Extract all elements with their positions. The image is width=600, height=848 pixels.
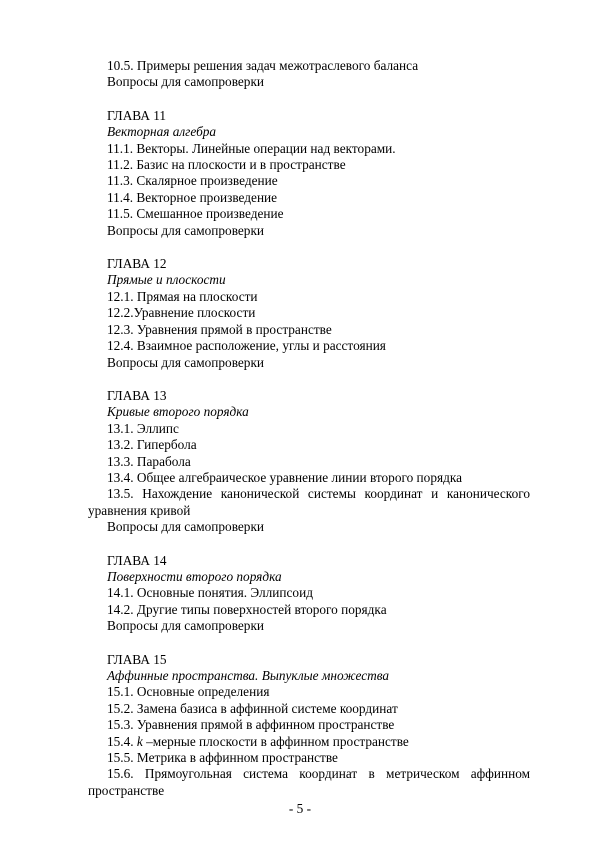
toc-item-11-5: 11.5. Смешанное произведение: [107, 206, 284, 222]
toc-item-10-5: 10.5. Примеры решения задач межотраслевого баланса: [107, 58, 419, 73]
toc-item-15-6-line1: 15.6. Прямоугольная система координат в метрическом аффинном: [107, 766, 530, 782]
toc-item-13-2: 13.2. Гипербола: [107, 437, 197, 453]
page-number: - 5 -: [288, 801, 312, 816]
toc-item-13-5-line1: 13.5. Нахождение канонической системы координат и канонического: [107, 486, 530, 502]
toc-item-13-1: 13.1. Эллипс: [107, 420, 179, 436]
toc-item-11-4: 11.4. Векторное произведение: [107, 189, 278, 205]
toc-item-15-4-rest: –мерные плоскости в аффинном пространстве: [142, 733, 409, 749]
toc-item-15-3: 15.3. Уравнения прямой в аффинном пространстве: [107, 717, 395, 733]
toc-item-12-1: 12.1. Прямая на плоскости: [107, 288, 258, 304]
chapter-12-subtitle: Прямые и плоскости: [107, 272, 226, 288]
toc-item-11-2: 11.2. Базис на плоскости и в пространстве: [107, 157, 346, 173]
chapter-12-heading: ГЛАВА 12: [107, 256, 167, 272]
toc-item-14-2: 14.2. Другие типы поверхностей второго порядка: [107, 601, 387, 617]
chapter-13-subtitle: Кривые второго порядка: [107, 404, 249, 420]
toc-item-13-4: 13.4. Общее алгебраическое уравнение линии второго порядка: [107, 469, 463, 485]
toc-item-12-4: 12.4. Взаимное расположение, углы и расстояния: [107, 338, 386, 354]
toc-questions-14: Вопросы для самопроверки: [107, 618, 265, 634]
chapter-14-subtitle: Поверхности второго порядка: [107, 568, 282, 584]
chapter-14-heading: ГЛАВА 14: [107, 552, 167, 568]
toc-item-15-4-k: k: [136, 733, 143, 749]
toc-item-12-3: 12.3. Уравнения прямой в пространстве: [107, 321, 332, 337]
toc-item-15-2: 15.2. Замена базиса в аффинной системе координат: [107, 700, 398, 716]
toc-item-11-1: 11.1. Векторы. Линейные операции над векторами.: [107, 140, 396, 156]
chapter-13-heading: ГЛАВА 13: [107, 387, 167, 403]
table-of-contents: [88, 58, 530, 799]
toc-item-15-4-prefix: 15.4.: [107, 733, 137, 749]
toc-questions-10: Вопросы для самопроверки: [107, 74, 265, 90]
toc-questions-12: Вопросы для самопроверки: [107, 354, 265, 370]
chapter-15-subtitle: Аффинные пространства. Выпуклые множества: [107, 668, 390, 683]
toc-item-15-4: [88, 734, 530, 750]
toc-questions-11: Вопросы для самопроверки: [107, 222, 265, 238]
toc-item-11-3: 11.3. Скалярное произведение: [107, 173, 278, 189]
toc-item-14-1: 14.1. Основные понятия. Эллипсоид: [107, 585, 313, 601]
toc-questions-13: Вопросы для самопроверки: [107, 519, 265, 535]
toc-item-13-5-line2: уравнения кривой: [88, 502, 191, 518]
toc-item-15-5: 15.5. Метрика в аффинном пространстве: [107, 750, 338, 766]
toc-item-13-3: 13.3. Парабола: [107, 453, 191, 469]
toc-item-12-2: 12.2.Уравнение плоскости: [107, 305, 256, 321]
toc-item-15-6-line2: пространстве: [88, 782, 165, 798]
chapter-15-heading: ГЛАВА 15: [107, 651, 167, 667]
chapter-11-heading: ГЛАВА 11: [107, 107, 167, 123]
toc-item-15-1: 15.1. Основные определения: [107, 684, 270, 700]
chapter-11-subtitle: Векторная алгебра: [107, 124, 217, 140]
